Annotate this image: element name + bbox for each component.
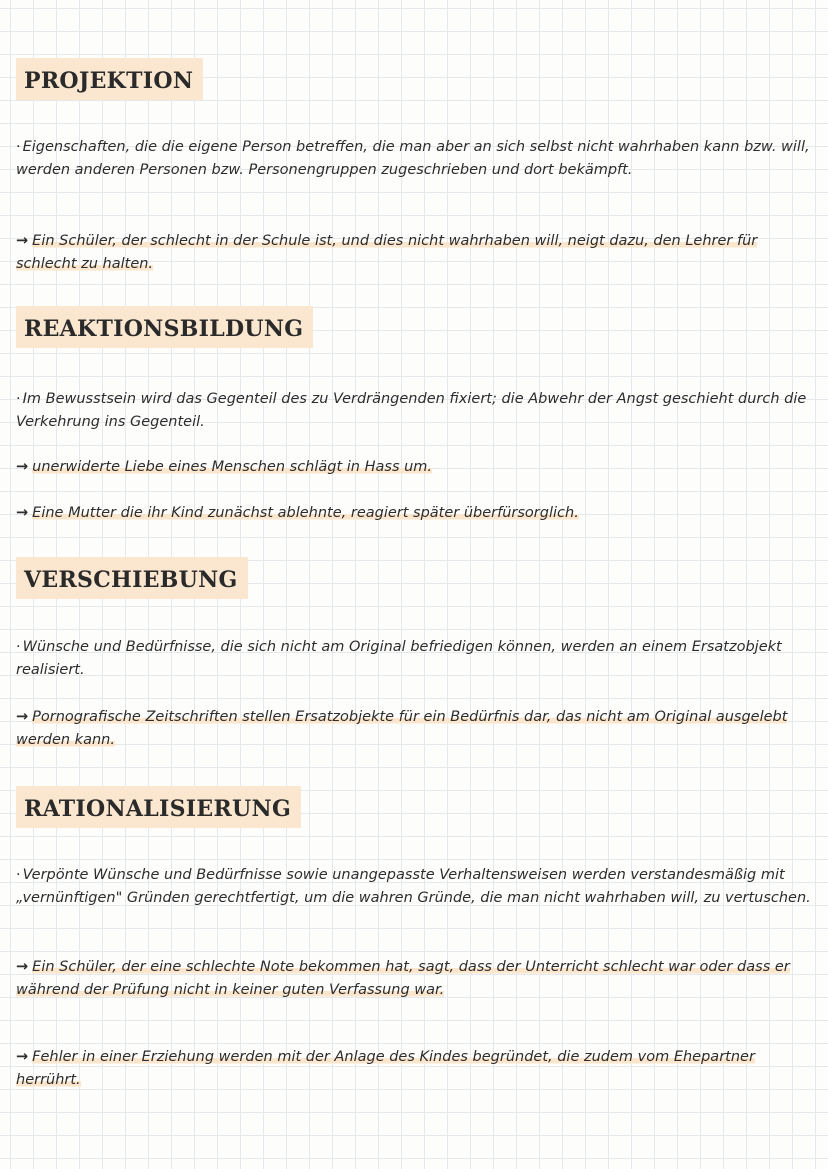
bullet-dot: · xyxy=(16,139,21,155)
definition-text: Wünsche und Bedürfnisse, die sich nicht am Original befriedigen können, werden an einem Ersatzobjekt realisiert. xyxy=(16,639,782,678)
example-rationalisierung-2 xyxy=(16,1046,816,1092)
example-text: Eine Mutter die ihr Kind zunächst ablehnte, reagiert später überfürsorglich. xyxy=(32,505,579,521)
example-text: Fehler in einer Erziehung werden mit der Anlage des Kindes begründet, die zudem vom Ehepartner herrührt. xyxy=(16,1049,755,1088)
bullet-dot: · xyxy=(16,391,21,407)
example-rationalisierung-1 xyxy=(16,956,816,1002)
heading-rationalisierung: RATIONALISIERUNG xyxy=(16,786,301,828)
definition-reaktionsbildung xyxy=(16,388,816,434)
example-text: Pornografische Zeitschriften stellen Ersatzobjekte für ein Bedürfnis dar, das nicht am Original ausgelebt werden kann. xyxy=(16,709,788,748)
bullet-dot: · xyxy=(16,867,21,883)
arrow-right-icon: → xyxy=(16,1049,29,1065)
definition-text: Im Bewusstsein wird das Gegenteil des zu Verdrängenden fixiert; die Abwehr der Angst geschieht durch die Verkehrung ins Gegenteil. xyxy=(16,391,807,430)
example-projektion-1 xyxy=(16,230,816,276)
heading-reaktionsbildung: REAKTIONSBILDUNG xyxy=(16,306,313,348)
example-verschiebung-1 xyxy=(16,706,816,752)
definition-verschiebung xyxy=(16,636,816,682)
definition-projektion xyxy=(16,136,816,182)
example-reaktionsbildung-1 xyxy=(16,456,816,479)
example-text: unerwiderte Liebe eines Menschen schlägt in Hass um. xyxy=(32,459,433,475)
arrow-right-icon: → xyxy=(16,233,29,249)
example-reaktionsbildung-2 xyxy=(16,502,816,525)
heading-verschiebung: VERSCHIEBUNG xyxy=(16,557,248,599)
definition-rationalisierung xyxy=(16,864,816,910)
arrow-right-icon: → xyxy=(16,505,29,521)
heading-projektion: PROJEKTION xyxy=(16,58,203,100)
arrow-right-icon: → xyxy=(16,959,29,975)
bullet-dot: · xyxy=(16,639,21,655)
definition-text: Verpönte Wünsche und Bedürfnisse sowie unangepasste Verhaltensweisen werden verstandesmäßig mit „vernünftigen" Gründen gerechtfertigt, um die wahren Gründe, die man nicht wahrhaben will, zu vertuschen. xyxy=(16,867,811,906)
example-text: Ein Schüler, der eine schlechte Note bekommen hat, sagt, dass der Unterricht schlecht war oder dass er während der Prüfung nicht in keiner guten Verfassung war. xyxy=(16,959,790,998)
arrow-right-icon: → xyxy=(16,459,29,475)
definition-text: Eigenschaften, die die eigene Person betreffen, die man aber an sich selbst nicht wahrhaben kann bzw. will, werden anderen Personen bzw. Personengruppen zugeschrieben und dort bekämpft. xyxy=(16,139,810,178)
example-text: Ein Schüler, der schlecht in der Schule ist, und dies nicht wahrhaben will, neigt dazu, den Lehrer für schlecht zu halten. xyxy=(16,233,758,272)
arrow-right-icon: → xyxy=(16,709,29,725)
